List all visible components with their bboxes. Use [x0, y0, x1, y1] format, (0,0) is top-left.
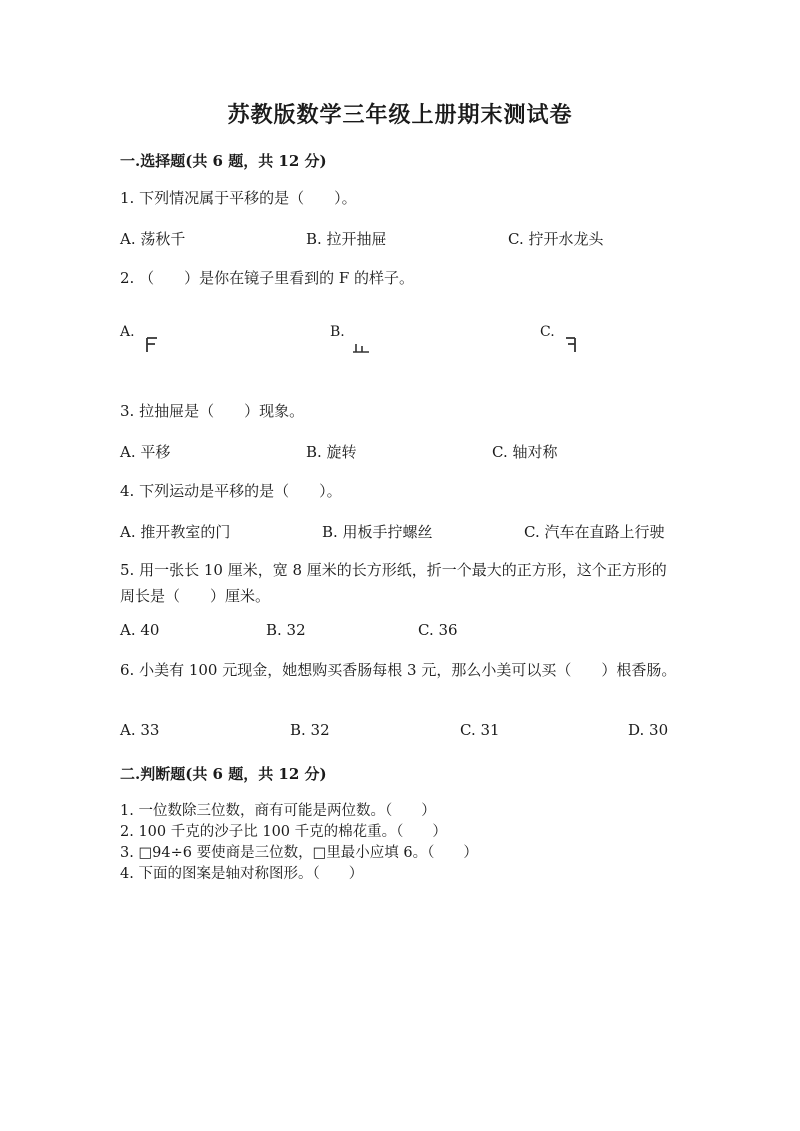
q2-figure-b-rotated-f-icon — [352, 342, 370, 354]
q1-option-a[interactable]: A. 荡秋千 — [120, 230, 186, 248]
q6-option-c[interactable]: C. 31 — [460, 721, 500, 739]
q6-option-a[interactable]: A. 33 — [120, 721, 160, 739]
q4-option-b[interactable]: B. 用板手拧螺丝 — [322, 523, 433, 541]
judge-item-1: 1. 一位数除三位数，商有可能是两位数。（ ） — [120, 803, 436, 819]
q2-option-c[interactable]: C. — [540, 324, 555, 340]
q6-option-b[interactable]: B. 32 — [290, 721, 330, 739]
judge-item-2: 2. 100 千克的沙子比 100 千克的棉花重。（ ） — [120, 824, 447, 840]
q5-option-b[interactable]: B. 32 — [266, 621, 306, 639]
page-title: 苏教版数学三年级上册期末测试卷 — [227, 102, 573, 128]
section-heading-choice: 一.选择题(共 6 题，共 12 分) — [120, 152, 327, 170]
question-5: 5. 用一张长 10 厘米，宽 8 厘米的长方形纸，折一个最大的正方形，这个正方形的周长是（ ）厘米。 — [120, 561, 667, 605]
judge-item-4: 4. 下面的图案是轴对称图形。（ ） — [120, 866, 364, 882]
judge-item-3: 3. □94÷6 要使商是三位数，□里最小应填 6。（ ） — [120, 845, 478, 861]
q3-option-c[interactable]: C. 轴对称 — [492, 443, 558, 461]
q3-option-b[interactable]: B. 旋转 — [306, 443, 357, 461]
question-2: 2. （ ）是你在镜子里看到的 F 的样子。 — [120, 269, 415, 287]
q2-figure-c-mirrored-f-icon — [565, 337, 577, 353]
q2-option-a[interactable]: A. — [120, 324, 135, 340]
question-4: 4. 下列运动是平移的是（ ）。 — [120, 482, 342, 500]
q1-option-c[interactable]: C. 拧开水龙头 — [508, 230, 604, 248]
q5-option-a[interactable]: A. 40 — [120, 621, 160, 639]
q3-option-a[interactable]: A. 平移 — [120, 443, 171, 461]
question-6: 6. 小美有 100 元现金，她想购买香肠每根 3 元，那么小美可以买（ ）根香肠。 — [120, 661, 677, 679]
q2-figure-a-f-icon — [145, 337, 159, 353]
question-3: 3. 拉抽屉是（ ）现象。 — [120, 402, 305, 420]
q5-option-c[interactable]: C. 36 — [418, 621, 458, 639]
section-heading-judgement: 二.判断题(共 6 题，共 12 分) — [120, 765, 327, 783]
question-1: 1. 下列情况属于平移的是（ ）。 — [120, 189, 357, 207]
q4-option-a[interactable]: A. 推开教室的门 — [120, 523, 231, 541]
q4-option-c[interactable]: C. 汽车在直路上行驶 — [524, 523, 665, 541]
q1-option-b[interactable]: B. 拉开抽屉 — [306, 230, 387, 248]
q6-option-d[interactable]: D. 30 — [628, 721, 669, 739]
q2-option-b[interactable]: B. — [330, 324, 345, 340]
